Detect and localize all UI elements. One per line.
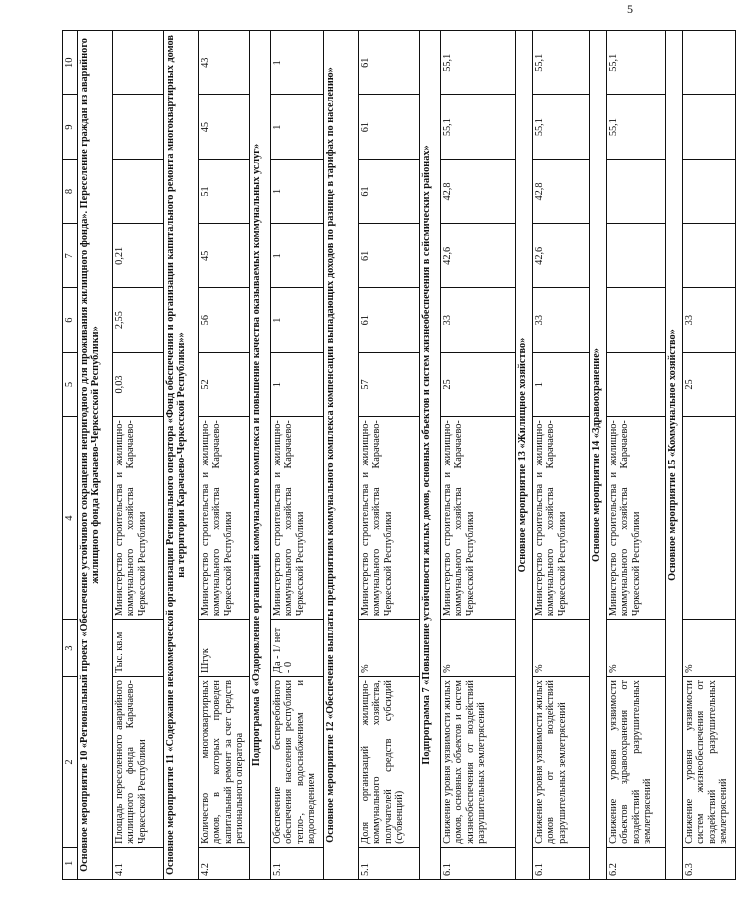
unit: % bbox=[606, 620, 665, 677]
value-col-7: 0,21 bbox=[112, 224, 163, 288]
value-col-7 bbox=[682, 224, 735, 288]
indicator-name: Обеспечение бесперебойного обеспечения населения республики тепло-, водоснабжением и водоотведением bbox=[270, 677, 323, 848]
value-col-10: 61 bbox=[358, 31, 419, 95]
unit: Тыс. кв.м bbox=[112, 620, 163, 677]
indicator-name: Снижение уровня уязвимости жилых домов, основных объектов и систем жизнеобеспечения от воздействий разрушительных землетрясений bbox=[440, 677, 515, 848]
indicators-table bbox=[62, 30, 736, 880]
section-row bbox=[323, 31, 358, 880]
value-col-5: 0,03 bbox=[112, 352, 163, 416]
responsible-executor: Министерство строительства и жилищно-коммунального хозяйства Карачаево-Черкесской Республики bbox=[358, 417, 419, 620]
value-col-6: 2,55 bbox=[112, 288, 163, 352]
unit: Штук bbox=[198, 620, 249, 677]
value-col-9: 45 bbox=[198, 95, 249, 159]
row-number: 4.2 bbox=[198, 847, 249, 879]
value-col-7: 42,6 bbox=[532, 224, 589, 288]
value-col-10: 55,1 bbox=[440, 31, 515, 95]
column-header: 4 bbox=[63, 417, 78, 620]
value-col-5: 25 bbox=[682, 352, 735, 416]
table-row bbox=[682, 31, 735, 880]
value-col-8: 1 bbox=[270, 159, 323, 223]
value-col-7: 42,6 bbox=[440, 224, 515, 288]
value-col-7 bbox=[606, 224, 665, 288]
section-title: Подпрограмма 6 «Оздоровление организаций коммунального комплекса и повышение качества оказываемых коммунальных услуг» bbox=[249, 31, 270, 880]
row-number: 6.1 bbox=[532, 847, 589, 879]
value-col-8 bbox=[682, 159, 735, 223]
value-col-5: 1 bbox=[532, 352, 589, 416]
section-row bbox=[419, 31, 440, 880]
table-row bbox=[532, 31, 589, 880]
value-col-5: 1 bbox=[270, 352, 323, 416]
value-col-8 bbox=[112, 159, 163, 223]
indicator-name: Количество многоквартирных домов, в которых проведен капитальный ремонт за счет средств регионального оператора bbox=[198, 677, 249, 848]
table-row bbox=[198, 31, 249, 880]
value-col-10 bbox=[682, 31, 735, 95]
column-header: 6 bbox=[63, 288, 78, 352]
value-col-7: 1 bbox=[270, 224, 323, 288]
row-number: 6.2 bbox=[606, 847, 665, 879]
value-col-6 bbox=[606, 288, 665, 352]
unit: % bbox=[440, 620, 515, 677]
value-col-6: 33 bbox=[532, 288, 589, 352]
unit: % bbox=[358, 620, 419, 677]
row-number: 4.1 bbox=[112, 847, 163, 879]
indicator-name: Доля организаций жилищно-коммунального хозяйства, получателей средств субсидий (субвенций) bbox=[358, 677, 419, 848]
column-header: 7 bbox=[63, 224, 78, 288]
table-body bbox=[63, 31, 736, 880]
value-col-8: 51 bbox=[198, 159, 249, 223]
responsible-executor: Министерство строительства и жилищно-коммунального хозяйства Карачаево-Черкесской Республики bbox=[112, 417, 163, 620]
value-col-8: 42,8 bbox=[440, 159, 515, 223]
value-col-6: 1 bbox=[270, 288, 323, 352]
column-header: 5 bbox=[63, 352, 78, 416]
value-col-6: 61 bbox=[358, 288, 419, 352]
section-title: Основное мероприятие 11 «Содержание некоммерческой организации Регионального оператора «Фонд обеспечения и организации капитального ремонта многоквартирных домов на территории Карачаево-Черкесской Республики»» bbox=[163, 31, 198, 880]
table-row bbox=[112, 31, 163, 880]
section-title: Основное мероприятие 15 «Коммунальное хозяйство» bbox=[665, 31, 682, 880]
value-col-9 bbox=[112, 95, 163, 159]
value-col-9: 55,1 bbox=[606, 95, 665, 159]
section-title: Основное мероприятие 10 «Региональный проект «Обеспечение устойчивого сокращения непригодного для проживания жилищного фонда». Переселение граждан из аварийного жилищного фонда Карачаево-Черкесской Республики» bbox=[77, 31, 112, 880]
value-col-6: 56 bbox=[198, 288, 249, 352]
section-title: Основное мероприятие 12 «Обеспечение выплаты предприятиям коммунального комплекса компенсации выпадающих доходов по разнице в тарифах по населению» bbox=[323, 31, 358, 880]
value-col-6: 33 bbox=[440, 288, 515, 352]
page-number: 5 bbox=[627, 2, 633, 16]
column-header: 9 bbox=[63, 95, 78, 159]
table-header-row bbox=[63, 31, 78, 880]
value-col-10: 1 bbox=[270, 31, 323, 95]
responsible-executor bbox=[682, 417, 735, 620]
value-col-9: 1 bbox=[270, 95, 323, 159]
table-row bbox=[606, 31, 665, 880]
responsible-executor: Министерство строительства и жилищно-коммунального хозяйства Карачаево-Черкесской Республики bbox=[198, 417, 249, 620]
row-number: 5.1 bbox=[270, 847, 323, 879]
responsible-executor: Министерство строительства и жилищно-коммунального хозяйства Карачаево-Черкесской Республики bbox=[606, 417, 665, 620]
value-col-5: 57 bbox=[358, 352, 419, 416]
table-row bbox=[358, 31, 419, 880]
indicator-name: Снижение уровня уязвимости объектов здравоохранения от воздействий разрушительных землетрясений bbox=[606, 677, 665, 848]
value-col-9: 55,1 bbox=[440, 95, 515, 159]
value-col-9: 55,1 bbox=[532, 95, 589, 159]
value-col-7: 45 bbox=[198, 224, 249, 288]
table-row bbox=[270, 31, 323, 880]
row-number: 6.1 bbox=[440, 847, 515, 879]
rotated-document-sheet bbox=[62, 30, 729, 880]
indicator-name: Снижение уровня уязвимости жилых домов от воздействий разрушительных землетрясений bbox=[532, 677, 589, 848]
value-col-8: 61 bbox=[358, 159, 419, 223]
section-row bbox=[77, 31, 112, 880]
column-header: 1 bbox=[63, 847, 78, 879]
value-col-5: 25 bbox=[440, 352, 515, 416]
value-col-10: 55,1 bbox=[532, 31, 589, 95]
value-col-9 bbox=[682, 95, 735, 159]
column-header: 8 bbox=[63, 159, 78, 223]
row-number: 6.3 bbox=[682, 847, 735, 879]
value-col-8: 42,8 bbox=[532, 159, 589, 223]
row-number: 5.1 bbox=[358, 847, 419, 879]
unit: % bbox=[682, 620, 735, 677]
unit: Да - 1/ нет - 0 bbox=[270, 620, 323, 677]
value-col-10: 43 bbox=[198, 31, 249, 95]
indicator-name: Площадь переселенного аварийного жилищного фонда Карачаево-Черкесской Республики bbox=[112, 677, 163, 848]
value-col-8 bbox=[606, 159, 665, 223]
responsible-executor: Министерство строительства и жилищно-коммунального хозяйства Карачаево-Черкесской Республики bbox=[440, 417, 515, 620]
section-title: Основное мероприятие 14 «Здравоохранение» bbox=[589, 31, 606, 880]
section-row bbox=[163, 31, 198, 880]
value-col-9: 61 bbox=[358, 95, 419, 159]
indicator-name: Снижение уровня уязвимости систем жизнеобеспечения от воздействий разрушительных землетрясений bbox=[682, 677, 735, 848]
section-row bbox=[665, 31, 682, 880]
section-row bbox=[249, 31, 270, 880]
section-title: Основное мероприятие 13 «Жилищное хозяйство» bbox=[515, 31, 532, 880]
responsible-executor: Министерство строительства и жилищно-коммунального хозяйства Карачаево-Черкесской Республики bbox=[532, 417, 589, 620]
section-row bbox=[515, 31, 532, 880]
column-header: 10 bbox=[63, 31, 78, 95]
value-col-6: 33 bbox=[682, 288, 735, 352]
value-col-7: 61 bbox=[358, 224, 419, 288]
unit: % bbox=[532, 620, 589, 677]
value-col-5: 52 bbox=[198, 352, 249, 416]
value-col-10 bbox=[112, 31, 163, 95]
responsible-executor: Министерство строительства и жилищно-коммунального хозяйства Карачаево-Черкесской Республики bbox=[270, 417, 323, 620]
column-header: 3 bbox=[63, 620, 78, 677]
section-row bbox=[589, 31, 606, 880]
section-title: Подпрограмма 7 «Повышение устойчивости жилых домов, основных объектов и систем жизнеобеспечения в сейсмических районах» bbox=[419, 31, 440, 880]
table-row bbox=[440, 31, 515, 880]
value-col-5 bbox=[606, 352, 665, 416]
column-header: 2 bbox=[63, 677, 78, 848]
value-col-10: 55,1 bbox=[606, 31, 665, 95]
